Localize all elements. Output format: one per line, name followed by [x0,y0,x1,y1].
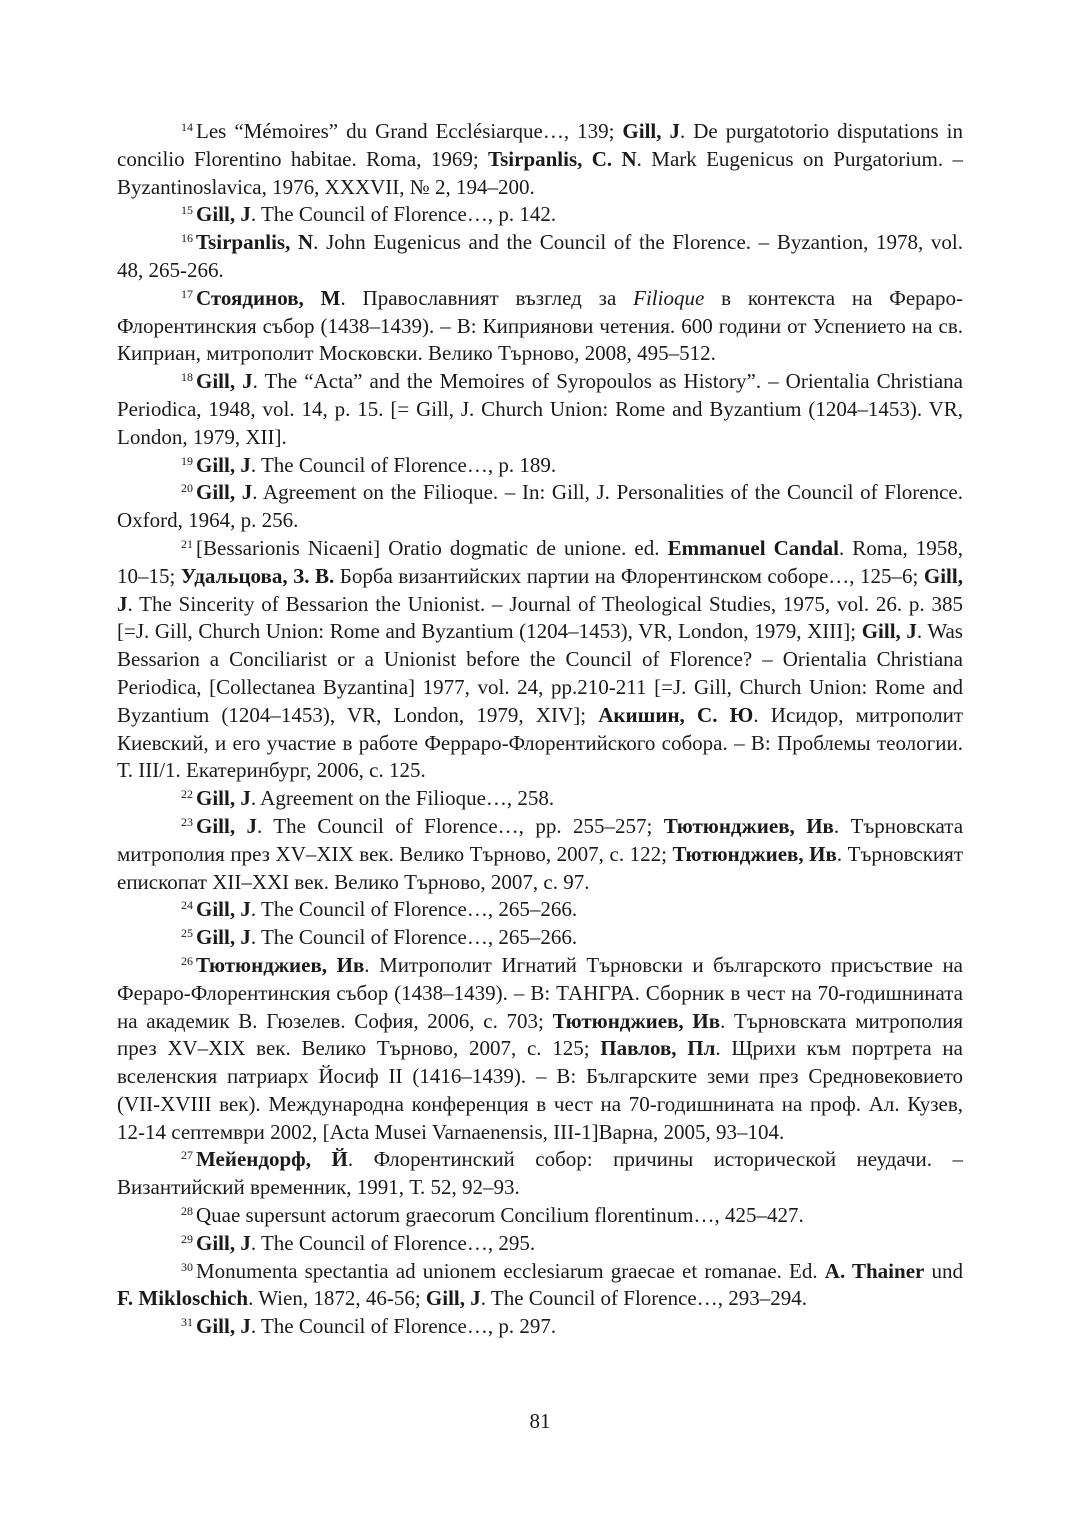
footnote-number: 19 [181,453,193,468]
author-name: Акишин, С. Ю [598,702,754,727]
author-name: Gill, J [196,925,251,950]
author-name: Gill, J [196,786,251,811]
author-name: Тютюнджиев, Ив [196,952,365,977]
footnote-number: 25 [181,926,193,941]
author-name: Tsirpanlis, N [196,230,314,255]
footnote-number: 21 [181,536,193,551]
author-name: Gill, J [196,452,251,477]
author-name: Тютюнджиев, Ив [552,1008,721,1033]
author-name: Gill, J [196,480,253,505]
footnote-number: 27 [181,1148,193,1163]
footnote-31 [117,1313,963,1341]
footnote-20 [117,479,963,535]
footnote-text: . Търновската митрополия през XV–XIX век. Велико Търново, 2007, с. 125; [117,1008,964,1061]
footnote-text: Les “Mémoires” du Grand Ecclésiarque…, 139; [196,119,623,143]
footnote-28 [117,1202,963,1230]
footnote-number: 22 [181,787,193,802]
footnote-text: . The Council of Florence…, p. 297. [250,1314,557,1339]
footnote-number: 28 [181,1204,193,1219]
footnote-text: . Флорентинский собор: причины исторической неудачи. – Византийский временник, 1991, Т. 52, 92–93. [117,1147,963,1200]
footnote-23 [117,813,963,896]
footnote-number: 15 [181,203,193,218]
italic-term: Filioque [633,285,705,310]
footnote-14 [117,118,963,201]
author-name: Павлов, Пл [600,1036,716,1061]
footnote-text: Борба византийских партии на Флорентинском соборе…, 125–6; [334,563,924,588]
footnote-text: [Bessarionis Nicaeni] Oratio dogmatic de unione. ed. [196,535,668,560]
footnote-number: 29 [181,1231,193,1246]
footnote-26 [117,952,963,1147]
author-name: Tsirpanlis, C. N [488,146,637,171]
author-name: Emmanuel Candal [667,535,839,560]
footnote-22 [117,785,963,813]
footnote-27 [117,1146,963,1202]
footnote-number: 20 [181,481,193,496]
author-name: Gill, J [861,619,917,644]
footnote-text: . Православният възглед за [340,285,634,310]
footnote-text: . Roma, 1958, 10–15; [117,535,963,588]
author-name: Мейендорф, Й [196,1147,348,1172]
footnote-number: 14 [181,120,193,134]
footnote-text: . Търновската митрополия през XV–XIX век. Велико Търново, 2007, с. 122; [117,813,964,866]
author-name: Gill, J [622,119,681,143]
footnote-text: . Was Bessarion a Conciliarist or a Unionist before the Council of Florence? – Orientalia Christiana Periodica, [Collectanea Byzantina] 1977, vol. 24, pp.210-211 [=J. Gill, Church Union: Rome and Byzantium (1204–1453), VR, London, 1979, XIV]; [117,619,963,727]
footnote-24 [117,896,963,924]
footnote-text: . The Council of Florence…, 265–266. [250,925,578,950]
footnote-text: . The Council of Florence…, 265–266. [250,897,578,922]
footnote-text: . Исидор, митрополит Киевский, и его участие в работе Ферраро-Флорентийского собора. – В: Проблемы теологии. Т. III/1. Екатеринбург, 2006, с. 125. [117,702,964,783]
footnote-text: . The “Acta” and the Memoires of Syropoulos as History”. – Orientalia Christiana Periodica, 1948, vol. 14, p. 15. [= Gill, J. Church Union: Rome and Byzantium (1204–1453). VR, London, 1979, XII]. [117,369,963,449]
footnote-15 [117,201,963,229]
footnote-29 [117,1230,963,1258]
footnote-text: . The Council of Florence…, p. 189. [250,452,557,477]
page-number: 81 [529,1409,551,1433]
footnote-number: 31 [181,1315,193,1330]
footnote-number: 23 [181,814,193,829]
author-name: Gill, J [196,897,251,922]
author-name: Gill, J [196,813,258,838]
footnote-number: 17 [181,286,193,301]
footnote-17 [117,285,963,368]
footnote-text: . Mark Eugenicus on Purgatorium. – Byzantinoslavica, 1976, XXXVII, № 2, 194–200. [117,146,963,199]
footnote-text: . John Eugenicus and the Council of the Florence. – Byzantion, 1978, vol. 48, 265-266. [117,230,963,282]
author-name: Gill, J [196,369,253,394]
author-name: Тютюнджиев, Ив [663,813,834,838]
author-name: Gill, J [196,1230,251,1255]
footnotes-section [117,118,963,1341]
footnote-text: Quae supersunt actorum graecorum Concilium florentinum…, 425–427. [196,1203,804,1228]
footnote-number: 30 [181,1259,193,1274]
footnote-18 [117,368,963,451]
footnote-text: Monumenta spectantia ad unionem ecclesiarum graecae et romanae. Ed. [196,1258,825,1283]
author-name: A. Thainer [824,1258,925,1283]
author-name: F. Mikloschich [117,1286,249,1311]
author-name: Стоядинов, М [196,285,341,310]
footnote-text: . De purgatotorio disputations in concilio Florentino habitae. Roma, 1969; [117,119,963,171]
footnote-text: . Търновският епископат XII–XXI век. Велико Търново, 2007, с. 97. [117,841,963,894]
author-name: Gill, J [425,1286,481,1311]
footnote-text: . The Council of Florence…, 295. [250,1230,536,1255]
footnote-text: . The Council of Florence…, pp. 255–257; [257,813,664,838]
footnote-30 [117,1258,963,1314]
footnote-text: . Wien, 1872, 46-56; [248,1286,426,1311]
footnote-text: . Agreement on the Filioque. – In: Gill, J. Personalities of the Council of Florence. Oxford, 1964, p. 256. [117,480,963,533]
footnote-number: 18 [181,370,193,385]
footnote-text: . Agreement on the Filioque…, 258. [250,786,555,811]
author-name: Gill, J [117,563,963,616]
footnote-21 [117,535,963,785]
footnote-number: 16 [181,231,193,246]
footnote-text: . Щрихи към портрета на вселенския патриарх Йосиф II (1416–1439). – В: Българските земи през Средновековието (VII-XVIII век). Международна конференция в чест на 70-годишнината на проф. Ал. Кузев, 12-14 септември 2002, [Acta Musei Varnaenensis, III-1]Варна, 2005, 93–104. [117,1036,963,1144]
author-name: Удальцова, З. В. [180,563,335,588]
footnote-number: 26 [181,953,193,968]
author-name: Gill, J [196,202,251,227]
footnote-text: . The Council of Florence…, 293–294. [480,1286,807,1311]
footnote-text: . The Sincerity of Bessarion the Unionist. – Journal of Theological Studies, 1975, vol. 26. p. 385 [=J. Gill, Church Union: Rome and Byzantium (1204–1453), VR, London, 1979, XIII]; [117,591,963,644]
footnote-text: . Митрополит Игнатий Търновски и българското присъствие на Фераро-Флорентинския събор (1438–1439). – В: ТАНГРА. Сборник в чест на 70-годишнината на академик В. Гюзелев. София, 2006, с. 703; [117,952,963,1033]
footnote-text: und [924,1258,963,1283]
footnote-text: в контекста на Фераро-Флорентинския събор (1438–1439). – В: Киприянови четения. 600 години от Успението на св. Киприан, митрополит Московски. Велико Търново, 2008, 495–512. [117,285,963,366]
author-name: Gill, J [196,1314,251,1339]
footnote-25 [117,924,963,952]
footnote-16 [117,229,963,285]
footnote-text: . The Council of Florence…, p. 142. [250,202,557,227]
footnote-19 [117,452,963,480]
author-name: Тютюнджиев, Ив [672,841,837,866]
footnote-number: 24 [181,898,193,913]
